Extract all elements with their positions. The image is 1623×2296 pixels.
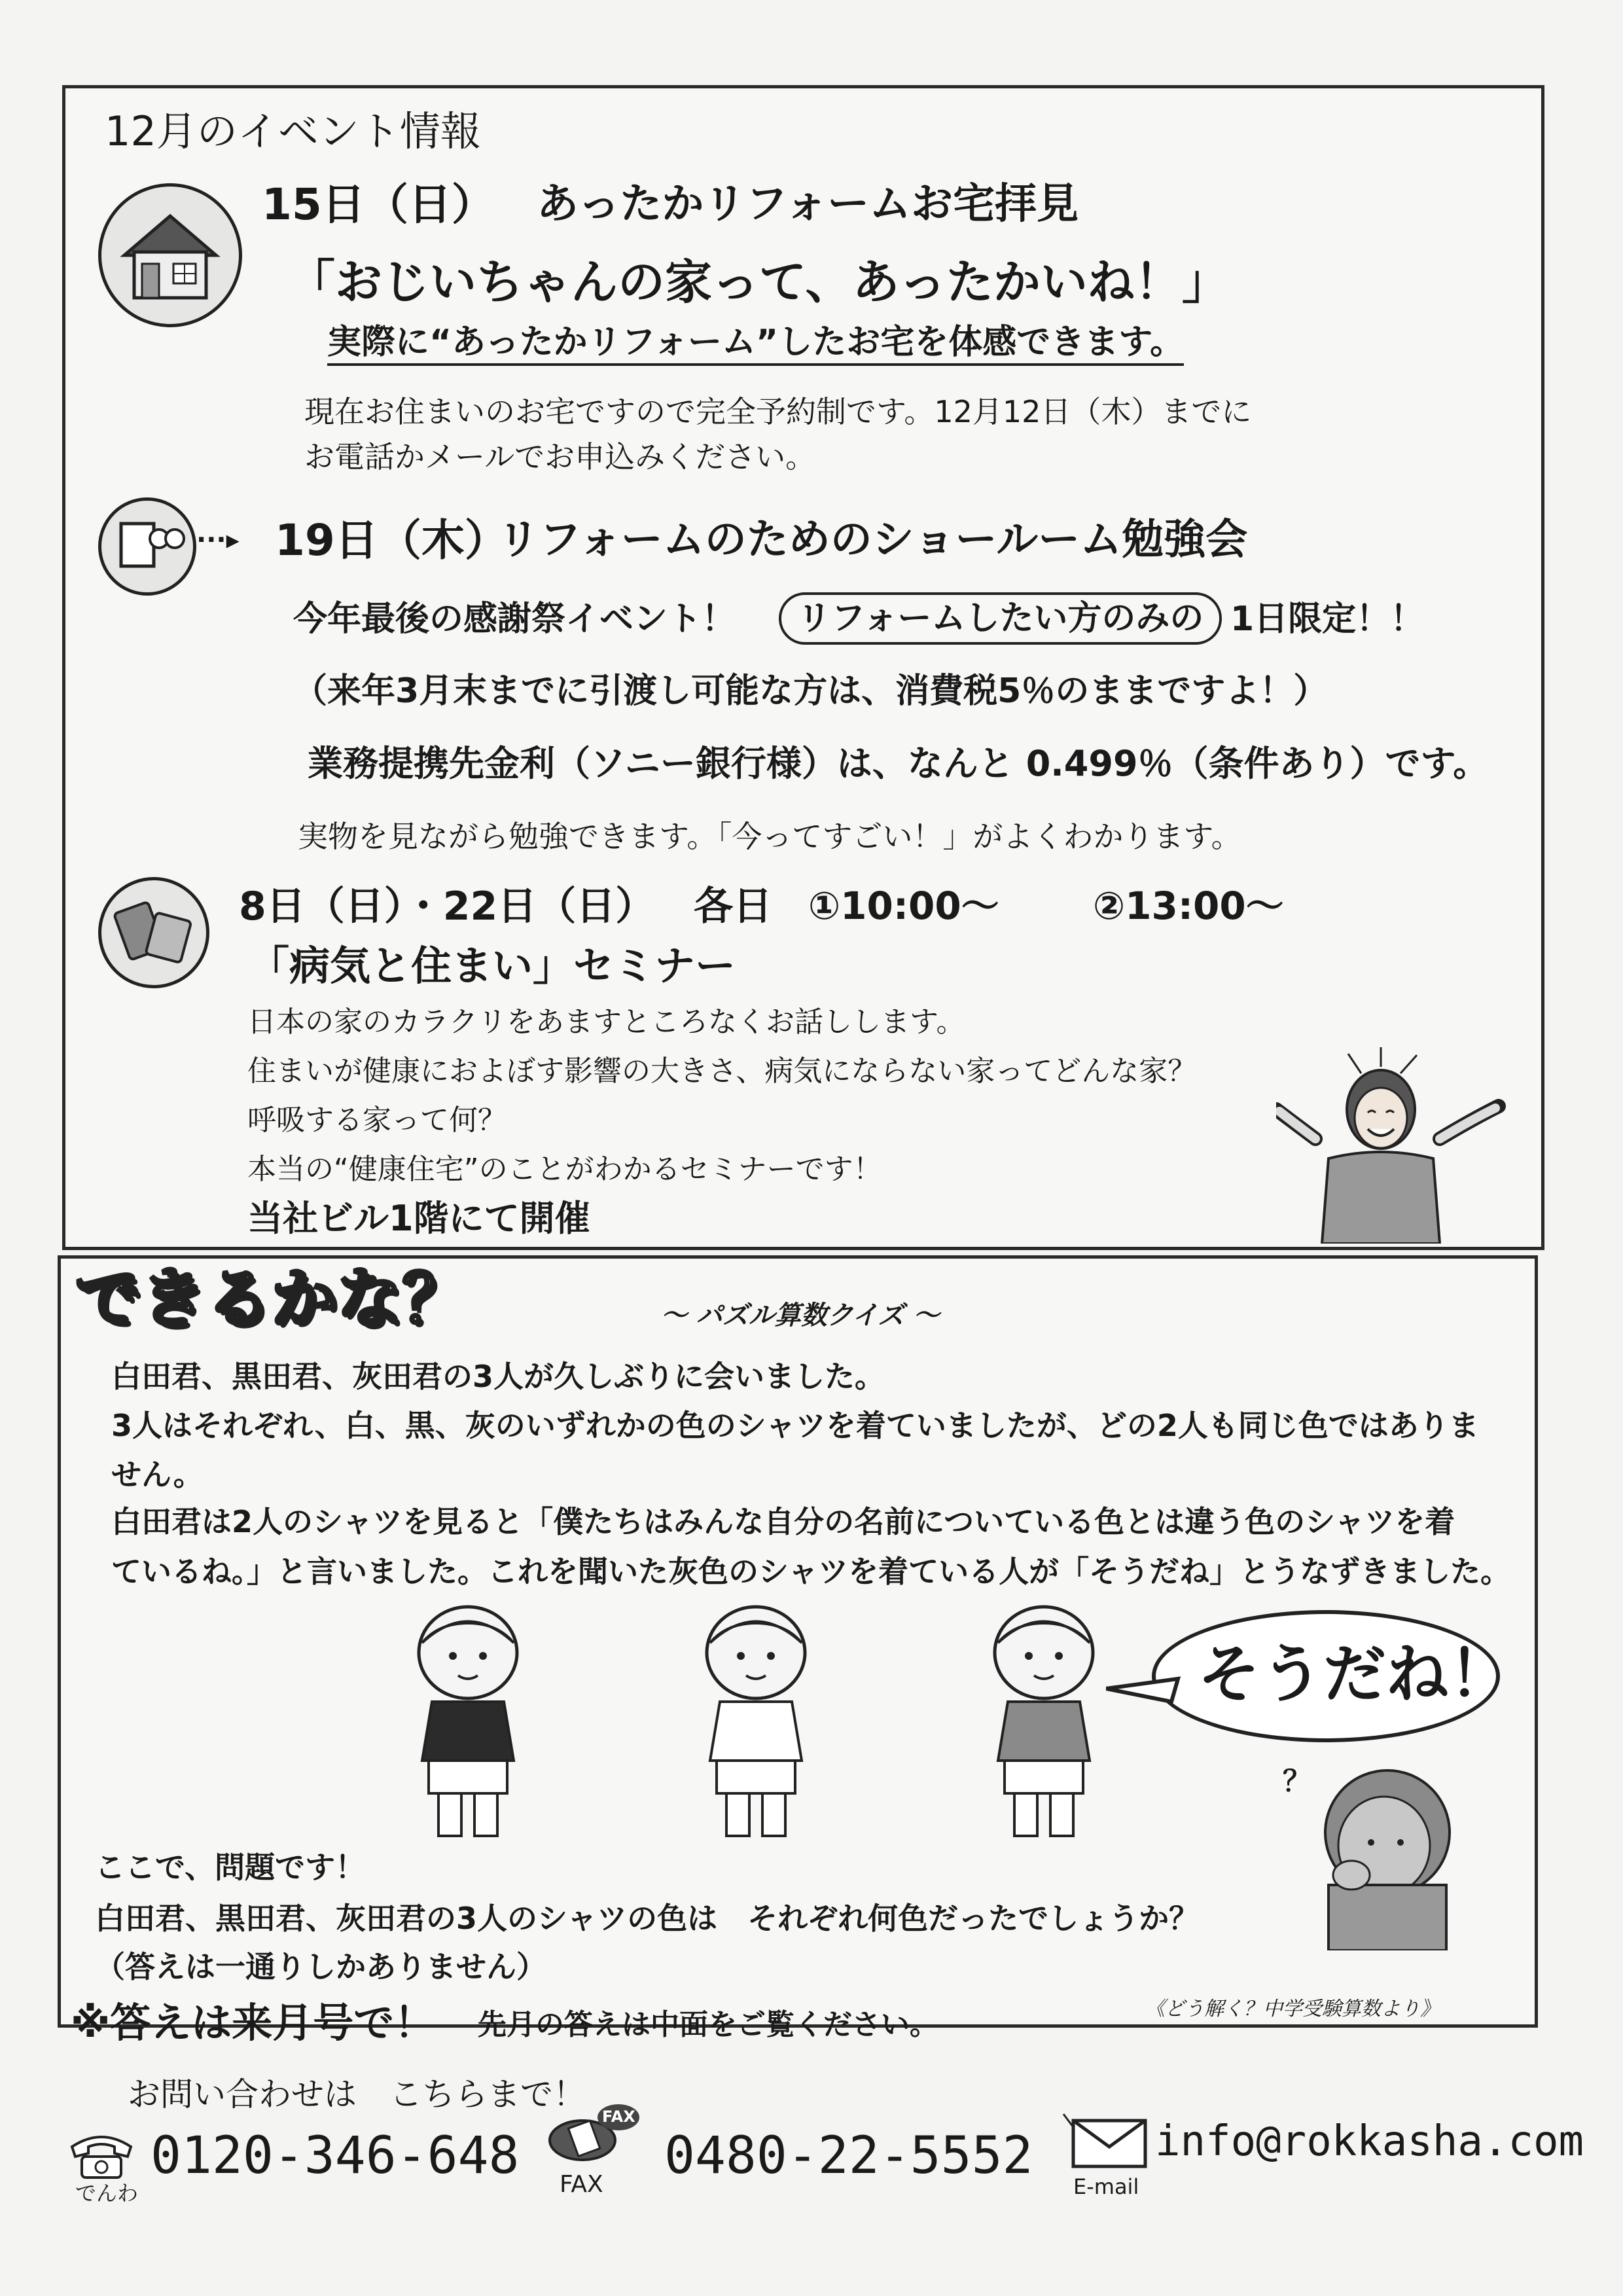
- fax-label: FAX: [560, 2171, 603, 2198]
- event1-body-1: 現在お住まいのお宅ですので完全予約制です。12月12日（木）までに: [304, 394, 1252, 429]
- event3-time1: ①10:00～: [808, 884, 999, 928]
- event1-date: 15日（日）: [262, 179, 495, 230]
- question-line-1: ここで、問題です！: [95, 1850, 366, 1885]
- quiz-source: 《どう解く？中学受験算数より》: [1145, 1998, 1440, 2020]
- event3-venue: 当社ビル1階にて開催: [247, 1198, 590, 1239]
- event2-line4: 実物を見ながら勉強できます。「今ってすごい！」がよくわかります。: [298, 819, 1241, 854]
- email-address[interactable]: info@rokkasha.com: [1155, 2117, 1584, 2166]
- event2-title: リフォームのためのショールーム勉強会: [497, 516, 1248, 564]
- phone-label: でんわ: [75, 2181, 139, 2206]
- event2-line3: 業務提携先金利（ソニー銀行様）は、なんと 0.499％（条件あり）です。: [308, 743, 1489, 784]
- phone-number[interactable]: 0120-346-648: [151, 2126, 520, 2185]
- speech-bubble-tail: [1106, 1676, 1185, 1711]
- quiz-body-1: 白田君、黒田君、灰田君の3人が久しぶりに会いました。: [111, 1359, 885, 1394]
- event3-body-4: 本当の“健康住宅”のことがわかるセミナーです！: [247, 1153, 882, 1186]
- event3-time2: ②13:00～: [1093, 884, 1284, 928]
- boy-black-shirt-illustration: [393, 1597, 543, 1846]
- event3-body-1: 日本の家のカラクリをあますところなくお話しします。: [247, 1005, 965, 1039]
- event3-date: 8日（日）・22日（日）: [239, 884, 655, 929]
- event2-date: 19日（木）: [275, 515, 508, 565]
- last-month-note: 先月の答えは中面をご覧ください。: [478, 2008, 938, 2041]
- question-mark: ？: [1283, 1765, 1311, 1798]
- answer-note: ※答えは来月号で！: [71, 1999, 435, 2047]
- question-line-3: （答えは一通りしかありません）: [95, 1949, 546, 1984]
- event2-line1-circled: リフォームしたい方のみの: [779, 592, 1222, 645]
- event1-sub: 実際に“あったかリフォーム”したお宅を体感できます。: [327, 325, 1184, 366]
- fax-number[interactable]: 0480-22-5552: [664, 2126, 1033, 2185]
- boy-white-shirt-illustration: [681, 1597, 831, 1846]
- quiz-subtitle: ～ パズル算数クイズ ～: [661, 1300, 940, 1331]
- quiz-body-5: ているね。」と言いました。これを聞いた灰色のシャツを着ている人が「そうだね」とうなずきました。: [111, 1554, 1511, 1589]
- quiz-body-4: 白田君は2人のシャツを見ると「僕たちはみんな自分の名前についている色とは違う色のシャツを着: [111, 1504, 1455, 1539]
- quiz-title: できるかな？: [75, 1261, 468, 1337]
- quiz-body-2: 3人はそれぞれ、白、黒、灰のいずれかの色のシャツを着ていましたが、どの2人も同じ色ではありま: [111, 1408, 1479, 1443]
- house-icon: [98, 183, 242, 327]
- speech-text: そうだね！: [1198, 1638, 1512, 1711]
- arrow-dots: ···▸: [196, 525, 240, 555]
- seminar-icon: [98, 877, 209, 988]
- thinking-girl-illustration: [1302, 1761, 1472, 1950]
- showroom-icon: [98, 497, 196, 596]
- events-heading: 12月のイベント情報: [105, 107, 481, 155]
- boy-gray-shirt-illustration: [969, 1597, 1119, 1846]
- telephone-icon: [65, 2127, 137, 2179]
- event3-each-day: 各日: [694, 884, 772, 929]
- contact-heading: お問い合わせは こちらまで！: [128, 2075, 586, 2113]
- email-label: E-mail: [1073, 2174, 1139, 2199]
- question-line-2: 白田君、黒田君、灰田君の3人のシャツの色は それぞれ何色だったでしょうか？: [95, 1901, 1200, 1936]
- event2-line1-pre: 今年最後の感謝祭イベント！: [293, 600, 736, 639]
- fax-icon-text: FAX: [602, 2108, 635, 2126]
- envelope-icon: [1060, 2111, 1152, 2170]
- event2-line2: （来年3月末までに引渡し可能な方は、消費税5％のままですよ！）: [293, 672, 1328, 711]
- event3-body-2: 住まいが健康におよぼす影響の大きさ、病気にならない家ってどんな家？: [247, 1054, 1197, 1088]
- event3-title: 「病気と住まい」セミナー: [249, 942, 736, 990]
- quiz-body-3: せん。: [111, 1457, 204, 1492]
- event3-body-3: 呼吸する家って何？: [247, 1103, 507, 1137]
- event1-catch: 「おじいちゃんの家って、あったかいね！」: [288, 255, 1229, 310]
- event1-title: あったかリフォームお宅拝見: [537, 180, 1079, 228]
- event1-body-2: お電話かメールでお申込みください。: [304, 439, 816, 475]
- event2-line1-post: 1日限定！！: [1230, 600, 1425, 639]
- cheering-woman-illustration: [1276, 1047, 1525, 1244]
